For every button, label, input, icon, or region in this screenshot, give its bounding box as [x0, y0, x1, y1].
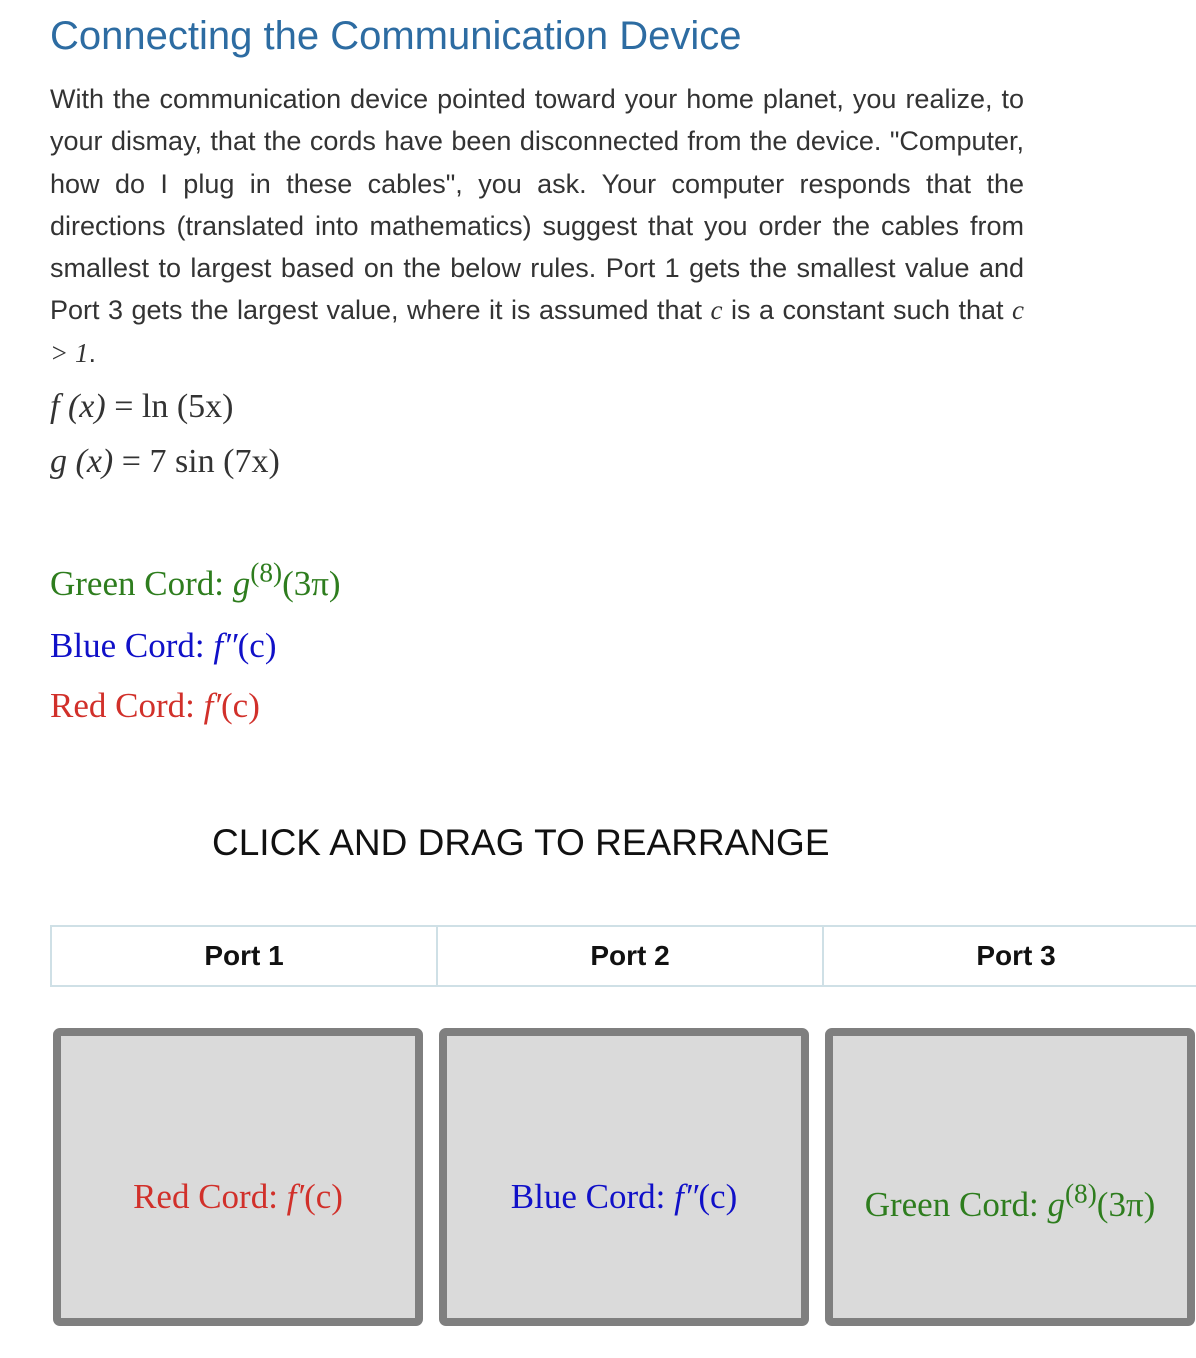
port-3-cord-arg: (3π) [1096, 1185, 1156, 1224]
port-3-cord-sup: (8) [1064, 1178, 1097, 1209]
cord-blue-definition [50, 626, 277, 666]
cord-blue-fn: f″ [213, 626, 238, 665]
port-3-cord-expression [864, 1178, 1156, 1225]
function-g-lhs: g (x) [50, 443, 114, 480]
port-1-draggable-cord[interactable] [53, 1028, 423, 1326]
port-1-cord-arg: (c) [304, 1177, 343, 1216]
port-1-header: Port 1 [52, 927, 438, 985]
cord-red-arg: (c) [221, 686, 260, 725]
function-f-definition [50, 388, 233, 426]
drag-instruction: CLICK AND DRAG TO REARRANGE [212, 822, 830, 863]
port-3-cord-label: Green Cord: [864, 1185, 1039, 1224]
port-2-cord-fn: f″ [674, 1177, 699, 1216]
intro-mid-text: is a constant such that [730, 295, 1004, 326]
cord-green-label: Green Cord: [50, 564, 224, 603]
function-f-equals: = [114, 388, 134, 425]
function-g-definition [50, 443, 280, 481]
intro-end: . [88, 337, 96, 368]
port-2-cord-label: Blue Cord: [510, 1177, 666, 1216]
cord-blue-label: Blue Cord: [50, 626, 205, 665]
port-2-cord-arg: (c) [698, 1177, 738, 1216]
port-3-draggable-cord[interactable] [825, 1028, 1195, 1326]
cord-green-fn: g [232, 564, 251, 603]
port-header-row [50, 925, 1196, 987]
port-1-cord-expression [133, 1177, 343, 1217]
cord-red-fn: f′ [203, 686, 221, 725]
cord-blue-arg: (c) [237, 626, 277, 665]
port-2-cord-expression [511, 1177, 738, 1217]
cord-red-label: Red Cord: [50, 686, 195, 725]
port-3-cord-fn: g [1047, 1185, 1065, 1224]
intro-text: With the communication device pointed toward your home planet, you realize, to your dismay, that the cords have been disconnected from the device. "Computer, how do I plug in these cables", you ask. Your computer responds that the directions (translated into mathematics) suggest that you order the cables from smallest to largest based on the below rules. Port 1 gets the smallest value and Port 3 gets the largest value, where it is assumed that [50, 84, 1024, 326]
cord-green-definition [50, 557, 341, 604]
intro-condition: c > 1 [50, 295, 1024, 368]
function-g-rhs: 7 sin (7x) [149, 443, 280, 480]
function-g-equals: = [121, 443, 141, 480]
port-2-draggable-cord[interactable] [439, 1028, 809, 1326]
function-f-lhs: f (x) [50, 388, 106, 425]
port-2-header: Port 2 [438, 927, 824, 985]
port-3-header: Port 3 [976, 940, 1056, 971]
cord-green-sup: (8) [250, 557, 283, 588]
page-title: Connecting the Communication Device [50, 14, 742, 58]
intro-variable: c [710, 295, 723, 326]
function-f-rhs: ln (5x) [141, 388, 234, 425]
intro-paragraph [50, 78, 1024, 374]
port-1-cord-label: Red Cord: [133, 1177, 278, 1216]
cord-red-definition [50, 686, 260, 726]
port-1-cord-fn: f′ [286, 1177, 305, 1216]
cord-green-arg: (3π) [282, 564, 341, 603]
